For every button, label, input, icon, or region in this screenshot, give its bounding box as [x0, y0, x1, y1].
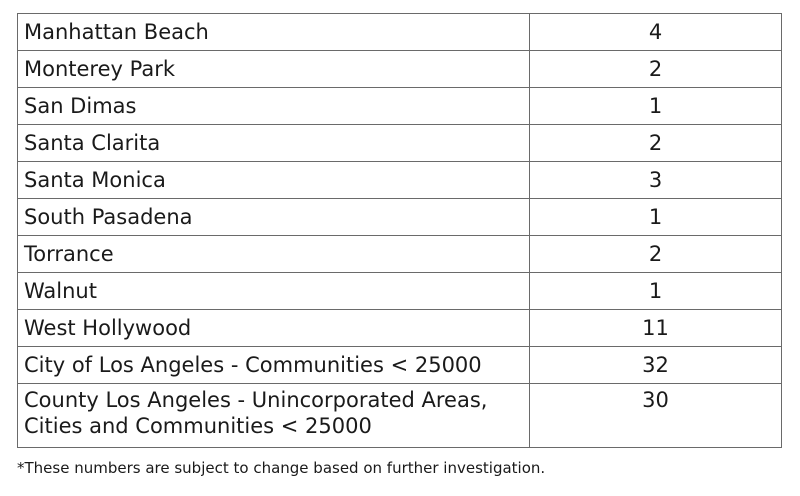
table-row	[18, 347, 782, 384]
city-name-cell: San Dimas	[18, 88, 530, 125]
count-cell: 1	[530, 273, 782, 310]
city-name-cell: Monterey Park	[18, 51, 530, 88]
city-name-cell: Walnut	[18, 273, 530, 310]
case-count-table-wrapper	[17, 13, 781, 448]
count-cell: 4	[530, 14, 782, 51]
table-row	[18, 14, 782, 51]
city-name-cell: Manhattan Beach	[18, 14, 530, 51]
city-name-cell: Torrance	[18, 236, 530, 273]
footnote: *These numbers are subject to change based on further investigation.	[17, 459, 546, 477]
count-cell: 32	[530, 347, 782, 384]
count-cell: 2	[530, 51, 782, 88]
table-row	[18, 236, 782, 273]
table-row	[18, 273, 782, 310]
table-row	[18, 310, 782, 347]
table-row	[18, 51, 782, 88]
count-cell: 2	[530, 125, 782, 162]
count-cell: 30	[530, 384, 782, 448]
table-row	[18, 384, 782, 448]
city-name-cell: South Pasadena	[18, 199, 530, 236]
city-name-cell: Santa Monica	[18, 162, 530, 199]
city-name-cell: City of Los Angeles - Communities < 25000	[18, 347, 530, 384]
count-cell: 2	[530, 236, 782, 273]
city-name-cell: West Hollywood	[18, 310, 530, 347]
table-row	[18, 88, 782, 125]
table-row	[18, 125, 782, 162]
city-name-cell: Santa Clarita	[18, 125, 530, 162]
count-cell: 1	[530, 199, 782, 236]
count-cell: 11	[530, 310, 782, 347]
case-count-table	[17, 13, 782, 448]
city-name-cell: County Los Angeles - Unincorporated Areas, Cities and Communities < 25000	[18, 384, 530, 448]
count-cell: 1	[530, 88, 782, 125]
table-row	[18, 162, 782, 199]
count-cell: 3	[530, 162, 782, 199]
table-row	[18, 199, 782, 236]
